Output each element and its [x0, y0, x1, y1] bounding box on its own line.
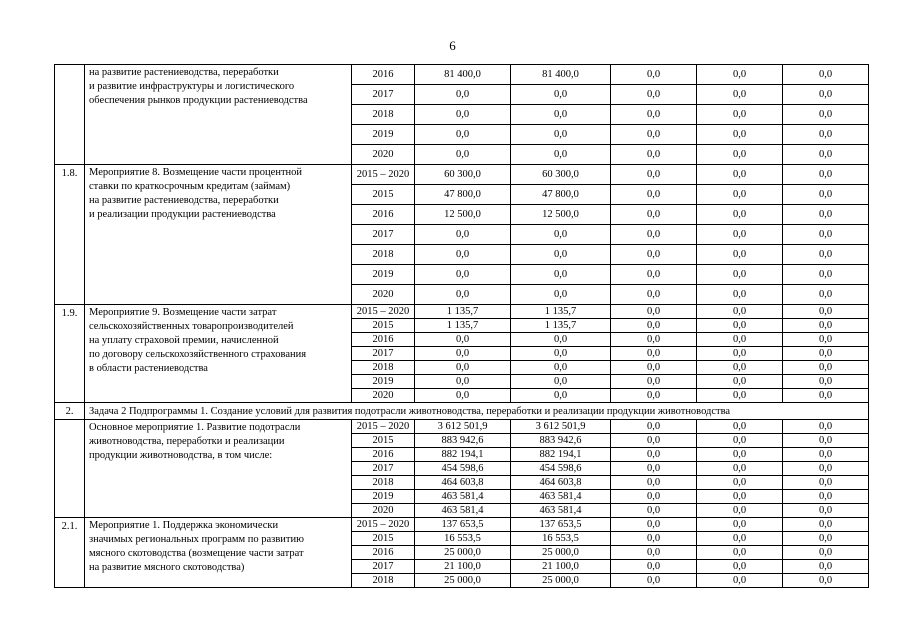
value-cell: 137 653,5	[511, 518, 611, 532]
value-cell: 0,0	[511, 361, 611, 375]
year-cell: 2015 – 2020	[352, 305, 415, 319]
value-cell: 0,0	[611, 389, 697, 403]
value-cell: 0,0	[697, 347, 783, 361]
value-cell: 0,0	[697, 574, 783, 588]
year-cell: 2018	[352, 476, 415, 490]
item-name: на развитие растениеводства, переработки и развитие инфраструктуры и логистического обеспечения рынков продукции растениеводства	[85, 65, 352, 165]
value-cell: 0,0	[697, 546, 783, 560]
year-cell: 2015 – 2020	[352, 420, 415, 434]
table-row	[55, 65, 869, 85]
year-cell: 2015 – 2020	[352, 518, 415, 532]
value-cell: 0,0	[697, 448, 783, 462]
value-cell: 0,0	[415, 361, 511, 375]
value-cell: 0,0	[611, 462, 697, 476]
year-cell: 2020	[352, 389, 415, 403]
table-row	[55, 420, 869, 434]
value-cell: 0,0	[611, 205, 697, 225]
value-cell: 0,0	[611, 265, 697, 285]
value-cell: 0,0	[783, 490, 869, 504]
value-cell: 0,0	[611, 490, 697, 504]
value-cell: 0,0	[697, 389, 783, 403]
value-cell: 25 000,0	[511, 546, 611, 560]
value-cell: 0,0	[611, 434, 697, 448]
item-name: Мероприятие 8. Возмещение части процентной ставки по краткосрочным кредитам (займам) на развитие растениеводства, переработки и реализации продукции растениеводства	[85, 165, 352, 305]
value-cell: 0,0	[415, 333, 511, 347]
value-cell: 0,0	[783, 65, 869, 85]
value-cell: 16 553,5	[511, 532, 611, 546]
value-cell: 0,0	[697, 476, 783, 490]
year-cell: 2020	[352, 145, 415, 165]
value-cell: 21 100,0	[511, 560, 611, 574]
value-cell: 0,0	[415, 225, 511, 245]
value-cell: 0,0	[783, 532, 869, 546]
value-cell: 0,0	[611, 319, 697, 333]
value-cell: 883 942,6	[415, 434, 511, 448]
value-cell: 882 194,1	[511, 448, 611, 462]
year-cell: 2017	[352, 347, 415, 361]
value-cell: 0,0	[415, 347, 511, 361]
year-cell: 2016	[352, 546, 415, 560]
value-cell: 0,0	[783, 574, 869, 588]
value-cell: 0,0	[783, 434, 869, 448]
value-cell: 3 612 501,9	[415, 420, 511, 434]
table-row	[55, 518, 869, 532]
value-cell: 137 653,5	[415, 518, 511, 532]
value-cell: 0,0	[415, 145, 511, 165]
value-cell: 0,0	[697, 265, 783, 285]
value-cell: 0,0	[783, 225, 869, 245]
value-cell: 0,0	[611, 65, 697, 85]
value-cell: 454 598,6	[415, 462, 511, 476]
value-cell: 0,0	[783, 319, 869, 333]
value-cell: 0,0	[697, 504, 783, 518]
value-cell: 0,0	[783, 361, 869, 375]
value-cell: 0,0	[611, 105, 697, 125]
item-number	[55, 65, 85, 165]
year-cell: 2017	[352, 85, 415, 105]
value-cell: 0,0	[511, 375, 611, 389]
year-cell: 2018	[352, 574, 415, 588]
value-cell: 25 000,0	[511, 574, 611, 588]
value-cell: 0,0	[697, 434, 783, 448]
value-cell: 0,0	[697, 490, 783, 504]
value-cell: 0,0	[511, 265, 611, 285]
value-cell: 0,0	[611, 361, 697, 375]
value-cell: 0,0	[415, 265, 511, 285]
value-cell: 463 581,4	[415, 504, 511, 518]
value-cell: 0,0	[783, 375, 869, 389]
value-cell: 0,0	[783, 305, 869, 319]
value-cell: 0,0	[611, 333, 697, 347]
value-cell: 0,0	[783, 462, 869, 476]
item-number: 1.9.	[55, 305, 85, 403]
item-name: Мероприятие 1. Поддержка экономически значимых региональных программ по развитию мясного скотоводства (возмещение части затрат на развитие мясного скотоводства)	[85, 518, 352, 588]
value-cell: 25 000,0	[415, 574, 511, 588]
value-cell: 0,0	[783, 347, 869, 361]
value-cell: 0,0	[697, 65, 783, 85]
value-cell: 0,0	[611, 546, 697, 560]
value-cell: 0,0	[611, 285, 697, 305]
value-cell: 0,0	[697, 145, 783, 165]
value-cell: 0,0	[783, 476, 869, 490]
year-cell: 2019	[352, 125, 415, 145]
value-cell: 0,0	[511, 145, 611, 165]
value-cell: 0,0	[783, 205, 869, 225]
value-cell: 0,0	[611, 225, 697, 245]
value-cell: 0,0	[697, 420, 783, 434]
value-cell: 0,0	[697, 375, 783, 389]
value-cell: 1 135,7	[415, 305, 511, 319]
item-number: 2.1.	[55, 518, 85, 588]
value-cell: 0,0	[611, 305, 697, 319]
value-cell: 463 581,4	[511, 504, 611, 518]
value-cell: 47 800,0	[511, 185, 611, 205]
year-cell: 2017	[352, 462, 415, 476]
value-cell: 12 500,0	[511, 205, 611, 225]
value-cell: 0,0	[783, 145, 869, 165]
value-cell: 0,0	[611, 518, 697, 532]
value-cell: 0,0	[697, 225, 783, 245]
value-cell: 883 942,6	[511, 434, 611, 448]
value-cell: 3 612 501,9	[511, 420, 611, 434]
value-cell: 0,0	[511, 389, 611, 403]
value-cell: 0,0	[611, 375, 697, 389]
value-cell: 0,0	[697, 205, 783, 225]
value-cell: 0,0	[511, 225, 611, 245]
value-cell: 16 553,5	[415, 532, 511, 546]
value-cell: 0,0	[511, 85, 611, 105]
value-cell: 0,0	[697, 333, 783, 347]
value-cell: 0,0	[611, 420, 697, 434]
task-row	[55, 403, 869, 420]
value-cell: 464 603,8	[511, 476, 611, 490]
year-cell: 2016	[352, 205, 415, 225]
value-cell: 0,0	[783, 85, 869, 105]
year-cell: 2016	[352, 448, 415, 462]
year-cell: 2019	[352, 265, 415, 285]
value-cell: 1 135,7	[415, 319, 511, 333]
item-number	[55, 420, 85, 518]
value-cell: 0,0	[783, 285, 869, 305]
year-cell: 2015	[352, 532, 415, 546]
value-cell: 0,0	[611, 185, 697, 205]
year-cell: 2016	[352, 65, 415, 85]
value-cell: 0,0	[697, 361, 783, 375]
value-cell: 81 400,0	[415, 65, 511, 85]
value-cell: 12 500,0	[415, 205, 511, 225]
value-cell: 1 135,7	[511, 305, 611, 319]
year-cell: 2018	[352, 361, 415, 375]
item-name: Мероприятие 9. Возмещение части затрат сельскохозяйственных товаропроизводителей на уплату страховой премии, начисленной по договору сельскохозяйственного страхования в области растениеводства	[85, 305, 352, 403]
value-cell: 463 581,4	[415, 490, 511, 504]
value-cell: 0,0	[783, 265, 869, 285]
year-cell: 2015 – 2020	[352, 165, 415, 185]
value-cell: 0,0	[783, 165, 869, 185]
year-cell: 2015	[352, 185, 415, 205]
value-cell: 0,0	[783, 504, 869, 518]
value-cell: 0,0	[415, 125, 511, 145]
value-cell: 0,0	[697, 319, 783, 333]
value-cell: 0,0	[511, 245, 611, 265]
value-cell: 464 603,8	[415, 476, 511, 490]
value-cell: 0,0	[415, 389, 511, 403]
value-cell: 0,0	[697, 518, 783, 532]
year-cell: 2019	[352, 375, 415, 389]
value-cell: 0,0	[511, 333, 611, 347]
value-cell: 0,0	[783, 389, 869, 403]
value-cell: 0,0	[697, 105, 783, 125]
value-cell: 0,0	[783, 185, 869, 205]
year-cell: 2018	[352, 105, 415, 125]
value-cell: 21 100,0	[415, 560, 511, 574]
value-cell: 0,0	[697, 285, 783, 305]
value-cell: 0,0	[697, 185, 783, 205]
value-cell: 0,0	[783, 245, 869, 265]
value-cell: 60 300,0	[415, 165, 511, 185]
value-cell: 0,0	[697, 125, 783, 145]
year-cell: 2017	[352, 560, 415, 574]
value-cell: 0,0	[611, 145, 697, 165]
value-cell: 882 194,1	[415, 448, 511, 462]
value-cell: 0,0	[611, 347, 697, 361]
page-number: 6	[449, 38, 456, 53]
value-cell: 0,0	[783, 546, 869, 560]
value-cell: 454 598,6	[511, 462, 611, 476]
value-cell: 0,0	[611, 504, 697, 518]
table-row	[55, 305, 869, 319]
value-cell: 0,0	[783, 420, 869, 434]
value-cell: 0,0	[783, 333, 869, 347]
item-name: Основное мероприятие 1. Развитие подотрасли животноводства, переработки и реализации продукции животноводства, в том числе:	[85, 420, 352, 518]
value-cell: 0,0	[697, 85, 783, 105]
task-title: Задача 2 Подпрограммы 1. Создание условий для развития подотрасли животноводства, переработки и реализации продукции животноводства	[85, 403, 869, 420]
value-cell: 463 581,4	[511, 490, 611, 504]
value-cell: 0,0	[697, 245, 783, 265]
value-cell: 0,0	[611, 532, 697, 546]
value-cell: 0,0	[611, 85, 697, 105]
value-cell: 0,0	[783, 518, 869, 532]
year-cell: 2015	[352, 319, 415, 333]
value-cell: 0,0	[783, 125, 869, 145]
value-cell: 0,0	[697, 462, 783, 476]
year-cell: 2017	[352, 225, 415, 245]
value-cell: 47 800,0	[415, 185, 511, 205]
value-cell: 0,0	[697, 532, 783, 546]
value-cell: 0,0	[783, 560, 869, 574]
task-number: 2.	[55, 403, 85, 420]
value-cell: 0,0	[783, 105, 869, 125]
value-cell: 0,0	[511, 125, 611, 145]
value-cell: 0,0	[697, 305, 783, 319]
value-cell: 0,0	[511, 347, 611, 361]
value-cell: 0,0	[611, 476, 697, 490]
value-cell: 25 000,0	[415, 546, 511, 560]
value-cell: 0,0	[611, 560, 697, 574]
value-cell: 0,0	[611, 245, 697, 265]
value-cell: 0,0	[611, 165, 697, 185]
value-cell: 0,0	[415, 105, 511, 125]
value-cell: 0,0	[611, 574, 697, 588]
value-cell: 81 400,0	[511, 65, 611, 85]
value-cell: 0,0	[697, 165, 783, 185]
year-cell: 2020	[352, 504, 415, 518]
value-cell: 0,0	[511, 105, 611, 125]
value-cell: 0,0	[415, 85, 511, 105]
table-row	[55, 165, 869, 185]
value-cell: 0,0	[697, 560, 783, 574]
year-cell: 2018	[352, 245, 415, 265]
value-cell: 0,0	[415, 375, 511, 389]
value-cell: 1 135,7	[511, 319, 611, 333]
item-number: 1.8.	[55, 165, 85, 305]
budget-table	[54, 64, 869, 588]
year-cell: 2019	[352, 490, 415, 504]
value-cell: 0,0	[511, 285, 611, 305]
year-cell: 2015	[352, 434, 415, 448]
year-cell: 2016	[352, 333, 415, 347]
value-cell: 0,0	[415, 285, 511, 305]
value-cell: 60 300,0	[511, 165, 611, 185]
value-cell: 0,0	[783, 448, 869, 462]
value-cell: 0,0	[611, 448, 697, 462]
year-cell: 2020	[352, 285, 415, 305]
value-cell: 0,0	[611, 125, 697, 145]
value-cell: 0,0	[415, 245, 511, 265]
